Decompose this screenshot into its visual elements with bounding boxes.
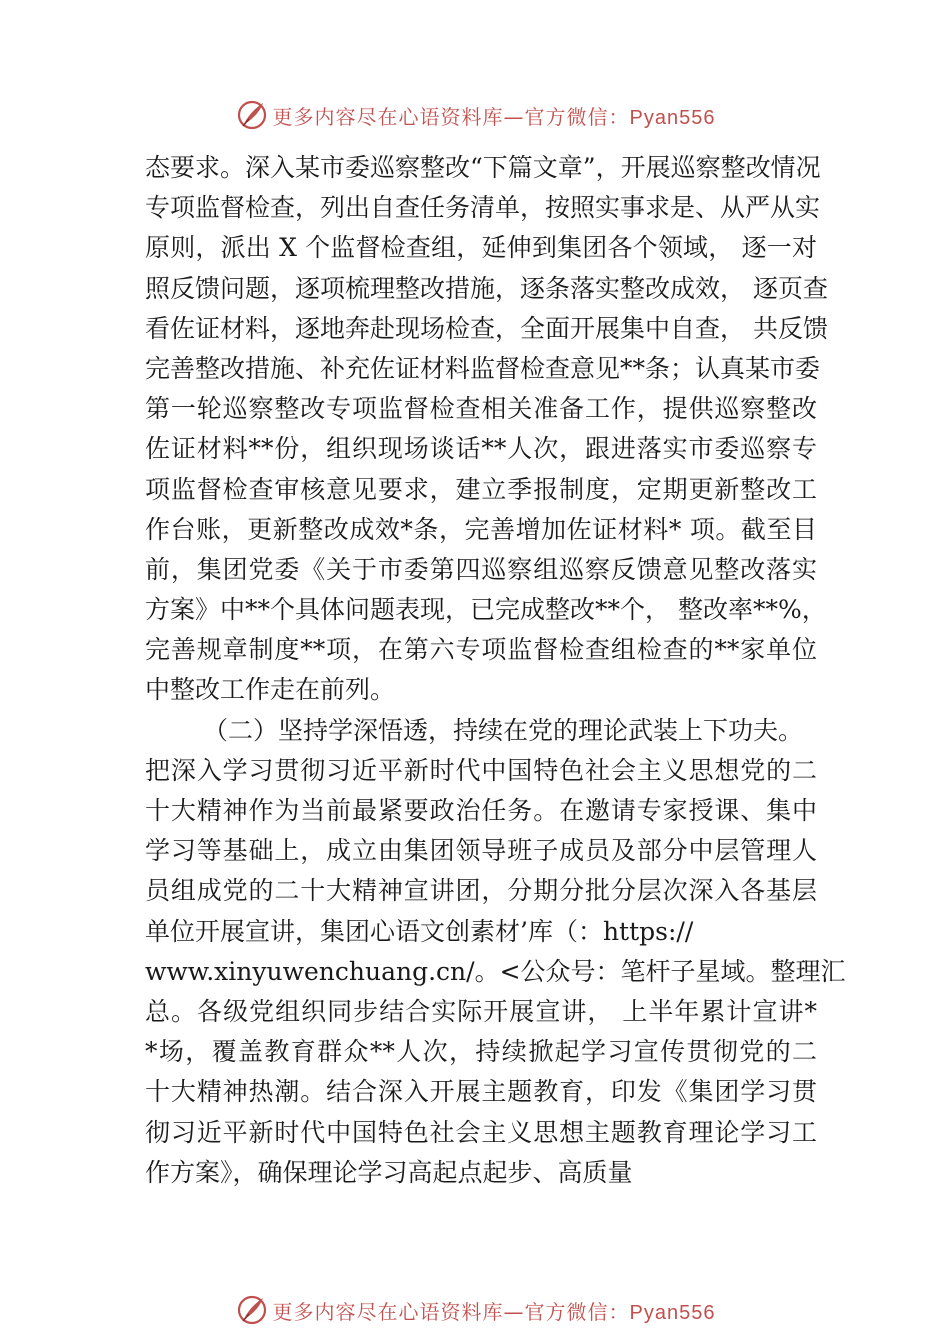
paragraph-line: 彻习近平新时代中国特色社会主义思想主题教育理论学习工 xyxy=(145,1117,817,1147)
paragraph-line: 原则，派出 X 个监督检查组，延伸到集团各个领域， 逐一对 xyxy=(145,233,817,263)
header-banner-handle: Pyan556 xyxy=(629,106,716,129)
paragraph-line: 第一轮巡察整改专项监督检查相关准备工作，提供巡察整改 xyxy=(145,394,817,424)
header-banner-text xyxy=(273,101,716,130)
paragraph-line: 总。各级党组织同步结合实际开展宣讲， 上半年累计宣讲* xyxy=(145,996,817,1026)
section-heading xyxy=(145,711,817,751)
paragraph-line: 照反馈问题，逐项梳理整改措施，逐条落实整改成效， 逐页查 xyxy=(145,273,828,303)
feather-pen-logo-icon xyxy=(235,98,269,132)
header-watermark-banner xyxy=(0,93,950,137)
paragraph-line: 十大精神作为当前最紧要政治任务。在邀请专家授课、集中 xyxy=(145,796,817,825)
paragraph-line: 方案》中**个具体问题表现，已完成整改**个， 整改率**%， xyxy=(145,595,827,625)
paragraph-line: 把深入学习贯彻习近平新时代中国特色社会主义思想党的二 xyxy=(145,755,817,785)
paragraph-line: 项监督检查审核意见要求，建立季报制度，定期更新整改工 xyxy=(145,474,817,504)
footer-banner-handle: Pyan556 xyxy=(629,1301,716,1324)
paragraph-line: 佐证材料**份，组织现场谈话**人次，跟进落实市委巡察专 xyxy=(145,434,817,464)
paragraph-line: 态要求。深入某市委巡察整改“下篇文章”，开展巡察整改情况 xyxy=(145,153,821,182)
paragraph-line: 看佐证材料，逐地奔赴现场检查，全面开展集中自查， 共反馈 xyxy=(145,313,828,343)
paragraph-line: 作方案》，确保理论学习高起点起步、高质量 xyxy=(145,1157,633,1187)
footer-banner-label: 更多内容尽在心语资料库—官方微信： xyxy=(272,1299,630,1324)
paragraph-line: 作台账，更新整改成效*条，完善增加佐证材料* 项。截至目 xyxy=(145,514,817,544)
paragraph-line: 员组成党的二十大精神宣讲团，分期分批分层次深入各基层 xyxy=(145,876,817,906)
footer-banner-text xyxy=(273,1296,716,1325)
paragraph-line: 单位开展宣讲，集团心语文创素材’库（：https:// xyxy=(145,916,694,946)
document-body xyxy=(145,148,846,1193)
footer-watermark-banner xyxy=(0,1288,950,1332)
paragraph-line: 前，集团党委《关于市委第四巡察组巡察反馈意见整改落实 xyxy=(145,554,817,584)
paragraph-line: 十大精神热潮。结合深入开展主题教育，印发《集团学习贯 xyxy=(145,1077,817,1107)
paragraph-line: 专项监督检查，列出自查任务清单，按照实事求是、从严从实 xyxy=(145,193,821,223)
paragraph-line: 学习等基础上，成立由集团领导班子成员及部分中层管理人 xyxy=(145,836,817,866)
paragraph-line: 完善整改措施、补充佐证材料监督检查意见**条；认真某市委 xyxy=(145,353,821,383)
header-banner-label: 更多内容尽在心语资料库—官方微信： xyxy=(272,104,630,129)
paragraph-2 xyxy=(145,711,846,1193)
section-heading-text: （二）坚持学深悟透，持续在党的理论武装上下功夫。 xyxy=(203,715,804,745)
feather-pen-logo-icon xyxy=(235,1293,269,1327)
paragraph-1 xyxy=(145,148,828,711)
paragraph-line: *场，覆盖教育群众**人次，持续掀起学习宣传贯彻党的二 xyxy=(145,1037,817,1067)
paragraph-line: 中整改工作走在前列。 xyxy=(145,675,396,705)
paragraph-line: www.xinyuwenchuang.cn/。<公众号：笔杆子星域。整理汇 xyxy=(145,956,846,986)
paragraph-line: 完善规章制度**项，在第六专项监督检查组检查的**家单位 xyxy=(145,635,817,665)
